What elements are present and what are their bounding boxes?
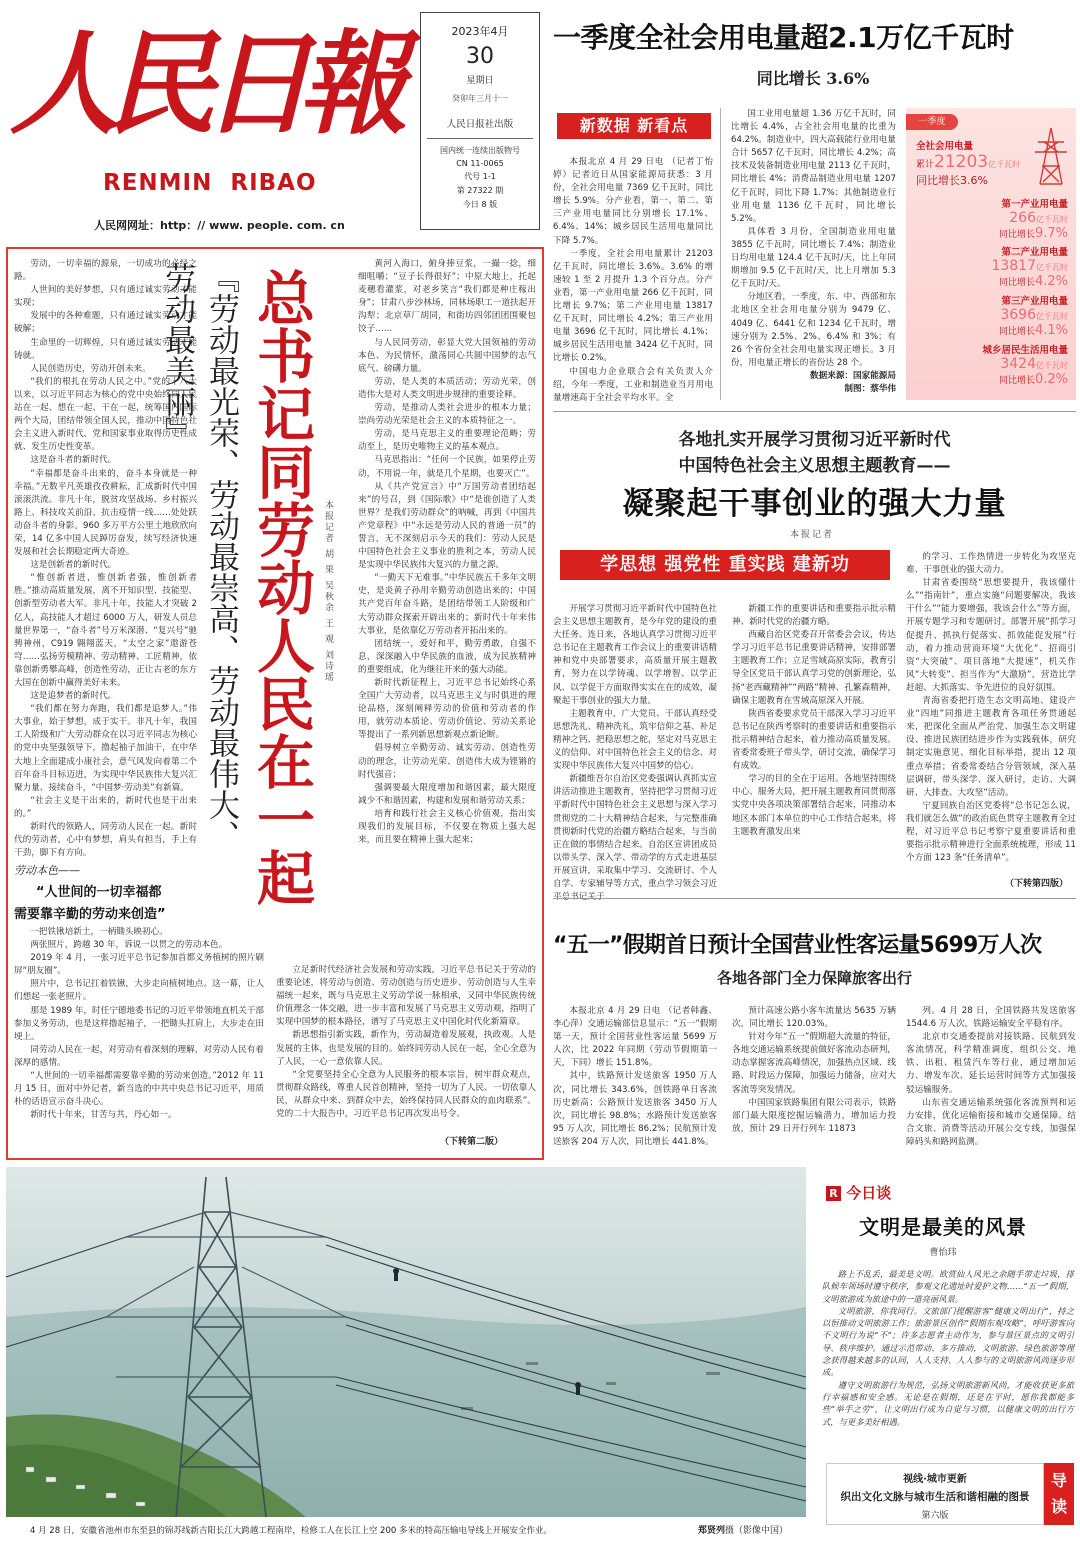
theme-column-2: 新疆工作的重要讲话和重要指示批示精神、新时代党的治疆方略。 西藏自治区党委召开常委会会议，传达学习习近平总书记重要讲话精神，安排部署主题教育工作；立足雪域高原实际，教育引导全区党员干部认真学习党的创新理论，弘扬“老西藏精神”“两路”精神、孔繁森精神，确保主题教育在雪域高原深入开展。 陕西省委要求党员干部深入学习习近平总书记在陕西考察时的重要讲话和重要指示批示精神结合起来，着力推动高质量发展。省委常委班子带头学，研讨交流，确保学习有成效。 学习的目的全在于运用。各地坚持围绕中心、服务大局，把开展主题教育同贯彻落实党中央各项决策部署结合起来，同推动本地区本部门本单位的中心工作结合起来，将主题教育激发出来 xyxy=(732,604,896,837)
lead-column-2: 国工业用电量超 1.36 万亿千瓦时，同比增长 4.4%，占全社会用电量的比重为 64.2%。制造业中，四大高载能行业用电量合计 5657 亿千瓦时，同比增长 4.2%；高技术及装备制造业用电量 2113 亿千瓦时，同比增长 4%；消费品制造业用电量 1207 亿千瓦时，同比下降 1.7%；其他制造业行业用电量 1136 亿千瓦时，同比增长 5.2%。 具体看 3 月份，全国制造业用电量 3855 亿千瓦时，同比增长 7.4%；制造业日均用电量 124.4 亿千瓦时/天，比上年同期增加 9.5 亿千瓦时/天，比上月增加 5.3 亿千瓦时/天。 分地区看，一季度，东、中、西部和东北地区全社会用电量分别为 9479 亿、4049 亿、6441 亿和 1234 亿千瓦时，增速分别为 2.5%、2%、6.4% 和 3%；有 26 个省份全社会用电量实现正增长。3 月份，用电量正增长的省份达 28 个。 数据来源：国家能源局 制图：蔡华伟 xyxy=(731,109,896,394)
commentary-author: 曹怡玮 xyxy=(929,1248,957,1258)
newspaper-logo: 人民日報 xyxy=(10,19,395,150)
transmission-tower-photo xyxy=(6,1167,806,1517)
labor-continued[interactable]: （下转第二版） xyxy=(440,1137,504,1147)
guide-line-2: 织出文化文脉与城市生活和谐相融的图景 xyxy=(840,1491,1030,1503)
labor-column-2b: 立足新时代经济社会发展和劳动实践，习近平总书记关于劳动的重要论述，将劳动与创造、劳动创造与历史进步、劳动创造与人生幸福统一起来，既与马克思主义劳动学说一脉相承，又同中华民族传统价值理念一体交融，进一步丰富和发展了马克思主义劳动观，指明了实现中国梦的根本路径，谱写了马克思主义中国化时代化新篇章。 新思想指引新实践，新作为，劳动凝造着发展观，执政观。人是发展的主体，也是发展的目的。始终同劳动人民在一起，全心全意为了人民，一心一意依靠人民。 “全党要坚持全心全意为人民服务的根本宗旨，树牢群众观点，贯彻群众路线，尊重人民首创精神，坚持一切为了人民、一切依靠人民，从群众中来、到群众中去，始终保持同人民群众的血肉联系”。党的二十大报告中，习近平总书记再次发出号令。 xyxy=(276,965,536,1120)
theme-column-1: 开展学习贯彻习近平新时代中国特色社会主义思想主题教育，是今年党的建设的重大任务。连日来，各地认真学习贯彻习近平总书记在主题教育工作会议上的重要讲话精神和党中央部署要求，高质量开展主题教育，努力在以学铸魂、以学增智、以学正风、以学促干方面取得实实在在的成效，凝聚起干事创业的强大力量。 主题教育中，广大党员、干部认真经受思想洗礼、精神洗礼，筑牢信仰之基、补足精神之钙、把稳思想之舵，坚定对马克思主义的信仰、对中国特色社会主义的信念、对实现中华民族伟大复兴中国梦的信心。 新疆维吾尔自治区党委强调认真抓实宣讲活动推进主题教育，坚持把学习贯彻习近平新时代中国特色社会主义思想与深入学习贯彻党的二十大精神结合起来，与完整准确贯彻新时代党的治疆方略结合起来，与当前正在做的事情结合起来。自治区宣讲团成员以带头学、深入学、带动学的方式走进基层开展宣讲，采取集中学习、交流研讨、个人自学、专家辅导等方式，重点学习领会习近 xyxy=(553,604,717,889)
labor-subhead xyxy=(14,862,244,922)
labor-column-2: 黄河入海口，俯身捧豆浆，一撮一捻，细细咀嚼；“豆子长得很好”；中原大地上，托起麦穗看灌浆，对老乡笑言“我们都是种庄稼出身”；甘肃八步沙林场，同林场职工一道扶起开沟犁；北京草厂胡同，和街坊四邻团团围聚包饺子…… 与人民同劳动，彰显大党大国领袖的劳动本色、为民情怀，激荡同心共圆中国梦的志气底气、磅礴力量。 劳动，是人类的本质活动；劳动光荣，创造伟大是对人类文明进步规律的重要诠释。 劳动，是推动人类社会进步的根本力量；崇尚劳动光荣是社会主义的本质特征之一。 劳动，是马克思主义的重要理论范畴；劳动至上，是历史唯物主义的基本观点。 马克思指出：“任何一个民族，如果停止劳动，不用说一年，就是几个星期，也要灭亡”。 从《共产党宣言》中“万国劳动者团结起来”的号召，到《国际歌》中“是谁创造了人类世界？是我们劳动群众”的呐喊，再到《中国共产党章程》中“永远是劳动人民的普通一员”的誓言，无不深刻启示今天的我们：劳动人民是中国特色社会主义事业的胜利之本，劳动人民是实现中华民族伟大复兴的力量之源。 “一勤天下无难事。”中华民族五千多年文明史，是炎黄子孙用辛勤劳动创造出来的；中国共产党百年奋斗路，是团结带领工人阶级和广大劳动群众探索开辟出来的；新时代十年来伟大事业，是依靠亿万劳动者开拓出来的。 团结统一，爱好和平，勤劳勇敢，自强不息，深深融入中华民族的血液，成为民族精神的重要组成，化为继往开来的强大动能。 新时代新征程上，习近平总书记始终心系全国广大劳动者，以马克思主义与时俱进的理论品格，深刻阐释劳动的价值和劳动者的作用，就劳动本质论、劳动价值论、劳动关系论等提出了一系列新思想新观点新论断。 倡导树立辛勤劳动、诚实劳动、创造性劳动的理念，让劳动光荣、创造伟大成为铿锵的时代强音； 强调要最大限度增加和谐因素，最大限度减少不和谐因素，构建和发展和谐劳动关系； 培育和践行社会主义核心价值观，指出实现我们的发展目标，不仅要在物质上强大起来，而且要在精神上强大起来； xyxy=(358,259,536,846)
news-photo[interactable] xyxy=(6,1167,806,1517)
stat-item: 第三产业用电量 3696亿千瓦时 同比增长4.1% xyxy=(998,296,1068,338)
subhead-line-2: 需要靠辛勤的劳动来创造” xyxy=(14,907,166,922)
guide-box[interactable] xyxy=(826,1463,1044,1525)
labor-column-1b: 一把铁锹培新土，一柄锄头映初心。 两张照片，跨越 30 年，诉说一以贯之的劳动本色。 2019 年 4 月，一张习近平总书记参加首都义务植树的照片刷屏“朋友圈”。 照片中，总书记扛着铁锹，大步走向植树地点。这一幕，让人们想起一张老照片。 那是 1989 年，时任宁德地委书记的习近平带领地直机关干部参加义务劳动，也是这样撸起袖子，一把锄头扛肩上，大步走在田埂上。 同劳动人民在一起，对劳动有着深刻的理解，对劳动人民有着深厚的感情。 “人世间的一切幸福都需要靠辛勤的劳动来创造。”2012 年 11 月 15 日，面对中外记者，新当选的中共中央总书记习近平，用质朴的话语宣示奋斗决心。 新时代十年来，甘苦与共，丹心如一。 xyxy=(14,927,264,1121)
commentary-column-tag: R 今日谈 xyxy=(826,1182,891,1203)
subhead-line-1: “人世间的一切幸福都 xyxy=(36,885,162,900)
masthead xyxy=(0,0,415,240)
theme-band: 学思想 强党性 重实践 建新功 xyxy=(560,550,890,580)
lead-band: 新数据 新看点 xyxy=(557,113,711,139)
travel-column-2: 预计高速公路小客车流量达 5635 万辆次，同比增长 120.03%。 针对今年“五一”假期超大流量的特征，各地交通运输系统提前做好客流动态研判，动态掌握客流高峰情况，加强热点区域、线路、时段运力保障，加强运力储备，应对大客流等突发情况。 中国国家铁路集团有限公司表示，铁路部门最大限度挖掘运输潜力，增加运力投放，预计 29 日开行列车 11873 xyxy=(732,1006,896,1134)
lead-headline[interactable]: 一季度全社会用电量超2.1万亿千瓦时 xyxy=(553,21,1014,54)
lunar-date: 癸卯年三月十一 xyxy=(452,94,508,103)
guide-tag: 导 读 xyxy=(1044,1463,1074,1525)
guide-line-1: 视线·城市更新 xyxy=(903,1474,967,1485)
date-line: 2023年4月 xyxy=(451,25,509,38)
theme-column-3: 的学习、工作热情进一步转化为攻坚克难、干事创业的强大动力。 甘肃省委围绕“思想要提升，我该懂什么”“指南针”，重点实施“问题要解决，我该干什么”“能力要增强，我该会什么”等方面，开展专题学习和专题研讨。部署开展“抓学习促提升、抓执行促落实、抓效能促发展”行动，着力推动营商环境“大优化”、招商引资“大突破”、项目落地“大提速”，机关作风“大转变”、担当作为“大激励”，营造比学赶超、大抓落实、争先进位的良好氛围。 青海省委把打造生态文明高地、建设产业“四地”同推进主题教育各项任务贯通起来，把深化全面从严治党、加强生态文明建设、推进民族团结进步作为实践载体，研究制定实施意见、细化目标举措，提出 12 项重点举措；省委常委结合分管领域，深入基层调研，带头深学、深入研讨，走访、大调研、大排查、大攻坚”活动。 宁夏回族自治区党委将“总书记怎么说，我们就怎么做”的政治底色贯穿主题教育全过程，对习近平总书记考察宁夏重要讲话和重要指示批示精神进行全面系统梳理，形成 11 个方面 123 条“任务清单”。 xyxy=(906,552,1076,864)
commentary-title[interactable]: 文明是最美的风景 xyxy=(859,1215,1027,1239)
electricity-infographic xyxy=(906,108,1076,400)
code: 代号 1-1 xyxy=(464,172,496,181)
lead-column-1: 本报北京 4 月 29 日电 （记者丁怡婷）记者近日从国家能源局获悉：3 月份，全社会用电量 7369 亿千瓦时，同比增长 5.9%。分产业看，第一、第二、第三产业用电量同比分别增长 17.1%、6.4%、14%；城乡居民生活用电量同比下降 5.7%。 一季度，全社会用电量累计 21203 亿千瓦时，同比增长 3.6%。3.6% 的增速较 1 至 2 月提升 1.3 个百分点。分产业看，第一产业用电量 266 亿千瓦时，同比增长 9.7%；第二产业用电量 13817 亿千瓦时，同比增长 4.2%；第三产业用电量 3696 亿千瓦时，同比增长 4.1%；城乡居民生活用电量 3424 亿千瓦时，同比增长 0.2%。 中国电力企业联合会有关负责人介绍，今年一季度，工业和制造业当月用电量增速高于全社会平均水平。全 xyxy=(553,157,713,403)
lead-subheadline: 同比增长 3.6% xyxy=(756,69,870,88)
subhead-kicker: 劳动本色—— xyxy=(14,864,80,877)
travel-column-1: 本报北京 4 月 29 日电 （记者韩鑫、李心萍）交通运输部信息显示：“五一”假期第一天，预计全国营业性客运量 5699 万人次，比 2022 年同期（劳动节假期第一天，下同）增长 151.8%。 其中，铁路预计发送旅客 1950 万人次，同比增长 343.6%，创铁路单日客流历史新高；公路预计发送旅客 3450 万人次，同比增长 98.8%；水路预计发送旅客 95 万人次，同比增长 86.2%；民航预计发送旅客 204 万人次，同比增长 441.8%。 xyxy=(553,1006,718,1147)
theme-byline: 本报记者 xyxy=(790,530,835,540)
total-label: 全社会用电量 xyxy=(916,141,974,152)
labor-quote: 『劳动最光荣、劳动最崇高、劳动最伟大、劳动最美丽』 xyxy=(159,262,239,851)
photo-credit: 郑贤列摄（影像中国） xyxy=(698,1526,789,1536)
issue-number: 第 27322 期 xyxy=(456,186,504,195)
guide-line-3: 第六版 xyxy=(921,1511,949,1521)
power-tower-icon xyxy=(1032,126,1070,186)
travel-column-3: 列。4 月 28 日，全国铁路共发送旅客 1544.6 万人次，铁路运输安全平稳有序。 北京市交通委提前对接铁路、民航到发客流情况，科学精准调度，组织公交、地铁、出租、租赁汽车等行业，通过增加运力、增发车次、延长运营时间等方式加强接驳运输服务。 山东省交通运输系统强化客流预判和运力安排，优化运输衔接和城市交通保障。结合文旅、消费等活动开展公交专线，加强保障码头和路网监测。 xyxy=(906,1006,1076,1147)
serial-label: 国内统一连续出版物号 xyxy=(440,146,520,155)
weekday: 星期日 xyxy=(466,76,494,86)
quarter-tag: 一季度 xyxy=(906,114,958,130)
cn-number: CN 11-0065 xyxy=(456,159,504,168)
publisher: 人民日报社出版 xyxy=(446,119,514,130)
travel-headline[interactable]: “五一”假期首日预计全国营业性客运量5699万人次 xyxy=(553,933,1042,958)
stat-item: 第一产业用电量 266亿千瓦时 同比增长9.7% xyxy=(998,199,1068,241)
theme-headline[interactable]: 凝聚起干事创业的强大力量 xyxy=(622,486,1007,522)
total-value: 累计21203亿千瓦时 xyxy=(916,152,1021,172)
date-day: 30 xyxy=(466,44,494,69)
theme-continued[interactable]: （下转第四版） xyxy=(1005,879,1069,889)
website-line[interactable]: 人民网网址：http：// www. people. com. cn xyxy=(94,219,345,232)
photo-caption: 4 月 28 日，安徽省池州市东至县的锦苏线新吉阳长江大跨越工程南岸，检修工人在长江上空 200 多米的特高压输电导线上开展安全作业。 xyxy=(30,1526,552,1536)
theme-kicker-1: 各地扎实开展学习贯彻习近平新时代 xyxy=(678,430,951,450)
labor-byline: 本报记者 胡 果 吴秋余 王 观 刘诗瑶 xyxy=(323,500,333,684)
commentary-logo: R xyxy=(826,1186,841,1201)
date-box xyxy=(420,12,540,230)
labor-column-1: 劳动，一切幸福的源泉，一切成功的必经之路。 人世间的美好梦想，只有通过诚实劳动才能实现； 发展中的各种难题，只有通过诚实劳动才能破解； 生命里的一切辉煌，只有通过诚实劳动才能铸就。 人民创造历史，劳动开创未来。 “我们的根扎在劳动人民之中。”党的十八大以来，以习近平同志为核心的党中央始终同人民站在一起、想在一起、干在一起，统筹国内国际两个大局，团结带领全国人民，推动中国特色社会主义进入新时代，党和国家事业取得历史性成就、发生历史性变革。 这是奋斗者的新时代。 “幸福都是奋斗出来的，奋斗本身就是一种幸福。”无数平凡英雄孜孜耕耘，汇成新时代中国滚滚洪流。非凡十年，脱贫攻坚战场、乡村振兴路上、科技攻关前沿、抗击疫情一线……处处跃动奋斗者的身影。960 多万平方公里土地欣欣向荣，14 亿多中国人民踔厉奋发，续写经济快速发展和社会长期稳定两大奇迹。 这是创新者的新时代。 “惟创新者进，惟创新者强，惟创新者胜。”推动高质量发展，离不开知识型、技能型、创新型劳动者大军。非凡十年，技能人才突破 2 亿人，高技能人才超过 6000 万人，研发人员总量世界第一，“奋斗者”号万米深潜、“复兴号”驰骋神州，C919 翱翔蓝天，“太空之家”遨游苍穹……弘扬劳模精神、劳动精神、工匠精神，依靠创新勇攀高峰，创造性劳动，正让古老的东方大国在创新中赢得美好未来。 这是追梦者的新时代。 “我们都在努力奔跑，我们都是追梦人。”伟大事业，始于梦想，成于实干。非凡十年，我国工人阶级和广大劳动群众在以习近平同志为核心的党中央坚强领导下，撸起袖子加油干，在中华大地上全面建成小康社会，意气风发向着第二个百年奋斗目标迈进，为实现中华民族伟大复兴汇聚力量、接续奋斗，“中国梦·劳动美”有新篇。 “社会主义是干出来的，新时代也是干出来的。” 新时代的领路人，同劳动人民在一起。新时代的劳动者，心中有梦想，肩头有担当，手上有干劲，脚下有方向。 xyxy=(14,259,197,859)
labor-headline[interactable]: 总书记同劳动人民在一起 xyxy=(247,268,315,906)
stat-item: 城乡居民生活用电量 3424亿千瓦时 同比增长0.2% xyxy=(982,345,1068,387)
newspaper-pinyin: RENMIN RIBAO xyxy=(103,170,317,196)
total-growth: 同比增长3.6% xyxy=(916,174,988,187)
travel-subheadline: 各地各部门全力保障旅客出行 xyxy=(716,969,912,987)
theme-kicker-2: 中国特色社会主义思想主题教育—— xyxy=(678,456,951,476)
stat-item: 第二产业用电量 13817亿千瓦时 同比增长4.2% xyxy=(991,247,1068,289)
commentary-body: 路上不乱丢，最美是文明。欧赏仙人风光之余随手带走垃圾，排队候车领场时遵守秩序，参观文化遗址时爱护文物……“五一”假期，文明旅游成为旅途中的一道亮丽风景。 文明旅游，你我同行。文旅部门提醒游客“健康文明出行”，持之以恒推动文明旅游工作；旅游景区创作“假期东观攻略”，呼吁游客向不文明行为说“不”；许多志愿者主动作为，参与景区景点的文明引导、秩序维护。通过示范带动、多方推动，文明旅游、绿色旅游等理念获得越来越多的认同，人人支持、人人参与的文明旅游风尚逐步形成。 遵守文明旅游行为规范，弘扬文明旅游新风尚，才能收获更多旅行幸福感和安全感。无论是在假期，还是在平时，愿你我都能多些“举手之劳”，让文明出行成为自觉与习惯，以健康文明的出行方式，与更多美好相遇。 xyxy=(822,1269,1074,1427)
page-count: 今日 8 版 xyxy=(462,200,498,209)
